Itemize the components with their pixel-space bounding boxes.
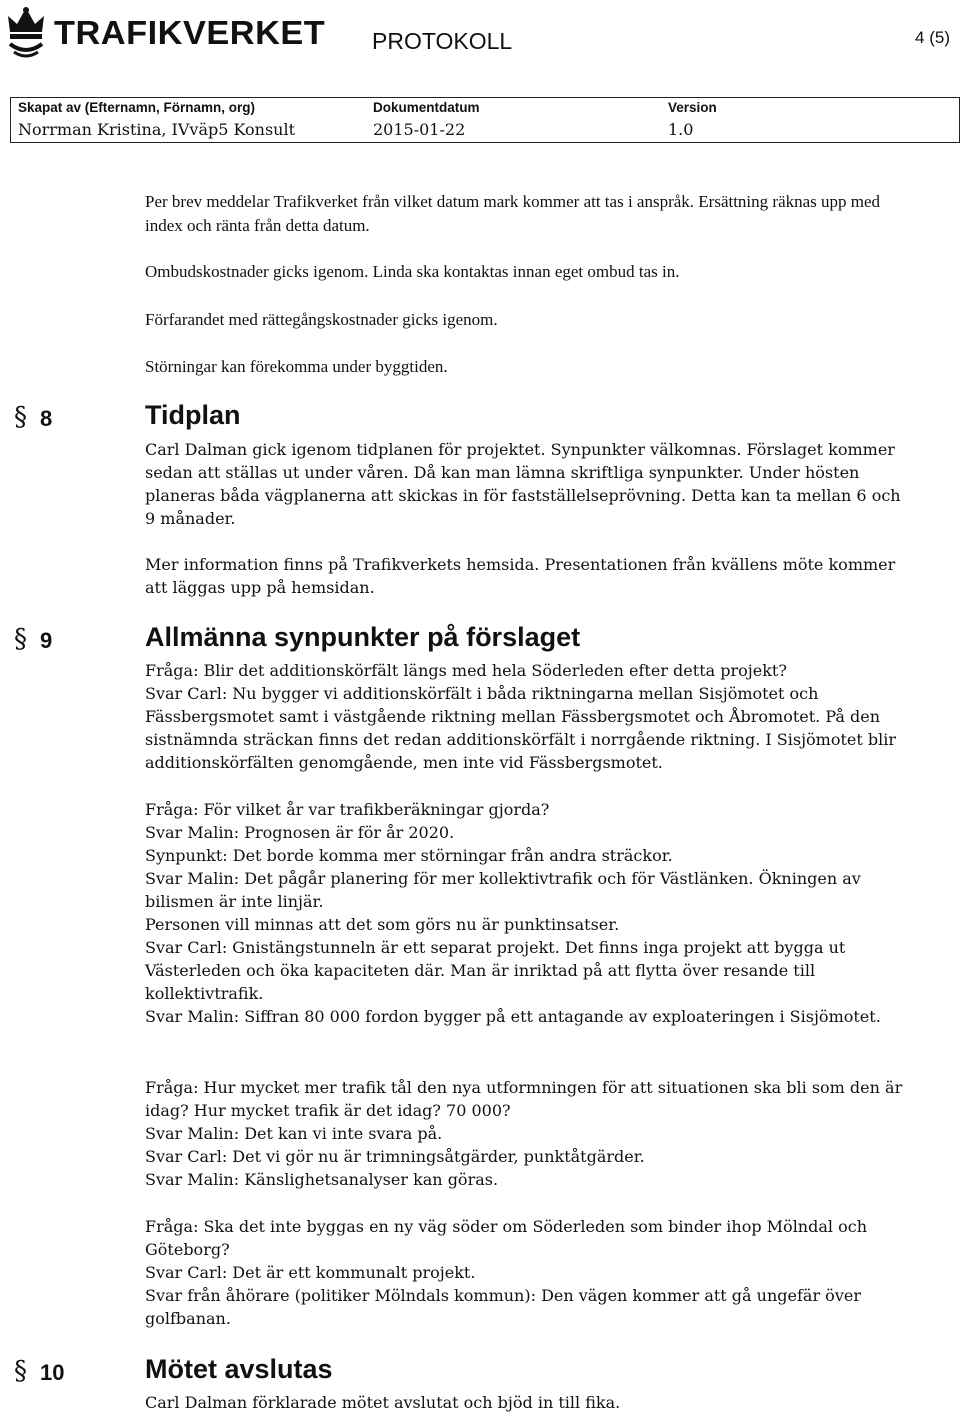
section-paragraph: Carl Dalman gick igenom tidplanen för projektet. Synpunkter välkomnas. Förslaget kommer sedan att ställas ut under våren. Då kan man lämna skriftliga synpunkter. Under hösten planeras båda vägplanerna att skickas in för fastställelseprövning. Detta kan ta mellan 6 och 9 månader. (145, 440, 901, 528)
section-paragraph: Mer information finns på Trafikverkets hemsida. Presentationen från kvällens möte kommer att läggas upp på hemsidan. (145, 555, 896, 597)
section-symbol: § (14, 1356, 27, 1386)
document-type: PROTOKOLL (372, 28, 513, 54)
crown-icon (4, 4, 48, 62)
section-paragraph: Fråga: För vilket år var trafikberäkningar gjorda? Svar Malin: Prognosen är för år 2020. Synpunkt: Det borde komma mer störningar från andra sträckor. Svar Malin: Det pågår planering för mer kollektivtrafik och för Västlänken. Ökningen av bilismen är inte linjär. Personen vill minnas att det som görs nu är punktinsatser. Svar Carl: Gnistängstunneln är ett separat projekt. Det finns inga projekt att bygga ut Västerleden och öka kapaciteten där. Man är inriktad på att flytta över resande till kollektivtrafik. Svar Malin: Siffran 80 000 fordon bygger på ett antagande av exploateringen i Sisjömotet. (145, 800, 881, 1026)
section-title: Tidplan (145, 400, 241, 430)
section-paragraph: Fråga: Blir det additionskörfält längs med hela Söderleden efter detta projekt? Svar Carl: Nu bygger vi additionskörfält i båda riktningarna mellan Sisjömotet och Fässbergsmotet samt i västgående riktning mellan Fässbergsmotet och Åbromotet. På den sistnämnda sträckan finns det redan additionskörfält i norrgående riktning. I Sisjömotet blir additionskörfälten genomgående, men inte vid Fässbergsmotet. (145, 661, 897, 772)
document-metadata-table (10, 97, 960, 143)
section-heading (0, 618, 960, 658)
trafikverket-logo (4, 2, 326, 64)
page-number: 4 (5) (915, 28, 950, 47)
section-number: 8 (40, 406, 53, 431)
intro-paragraph: Störningar kan förekomma under byggtiden. (145, 357, 448, 376)
section-symbol: § (14, 402, 27, 432)
section-title: Allmänna synpunkter på förslaget (145, 622, 581, 652)
intro-paragraph: Per brev meddelar Trafikverket från vilket datum mark kommer att tas i anspråk. Ersättning räknas upp med index och ränta från detta datum. (145, 192, 881, 235)
intro-paragraph: Ombudskostnader gicks igenom. Linda ska kontaktas innan eget ombud tas in. (145, 262, 680, 281)
section-number: 10 (40, 1360, 65, 1385)
created-by-value: Norrman Kristina, IVväp5 Konsult (18, 120, 296, 139)
version-value: 1.0 (668, 120, 694, 139)
section-heading (0, 1350, 960, 1390)
date-label: Dokumentdatum (373, 100, 480, 115)
logo-wordmark: TRAFIKVERKET (54, 14, 326, 51)
date-value: 2015-01-22 (373, 120, 466, 139)
section-heading (0, 396, 960, 436)
intro-paragraph: Förfarandet med rättegångskostnader gicks igenom. (145, 310, 498, 329)
section-number: 9 (40, 628, 53, 653)
created-by-label: Skapat av (Efternamn, Förnamn, org) (18, 100, 256, 115)
version-label: Version (668, 100, 717, 115)
section-paragraph: Fråga: Hur mycket mer trafik tål den nya utformningen för att situationen ska bli som den är idag? Hur mycket trafik är det idag? 70 000? Svar Malin: Det kan vi inte svara på. Svar Carl: Det vi gör nu är trimningsåtgärder, punktåtgärder. Svar Malin: Känslighetsanalyser kan göras. (145, 1078, 903, 1189)
section-paragraph: Carl Dalman förklarade mötet avslutat och bjöd in till fika. (145, 1393, 621, 1412)
section-paragraph: Fråga: Ska det inte byggas en ny väg söder om Söderleden som binder ihop Mölndal och Göteborg? Svar Carl: Det är ett kommunalt projekt. Svar från åhörare (politiker Mölndals kommun): Den vägen kommer att gå ungefär över golfbanan. (145, 1217, 867, 1328)
section-symbol: § (14, 624, 27, 654)
section-title: Mötet avslutas (145, 1354, 333, 1384)
